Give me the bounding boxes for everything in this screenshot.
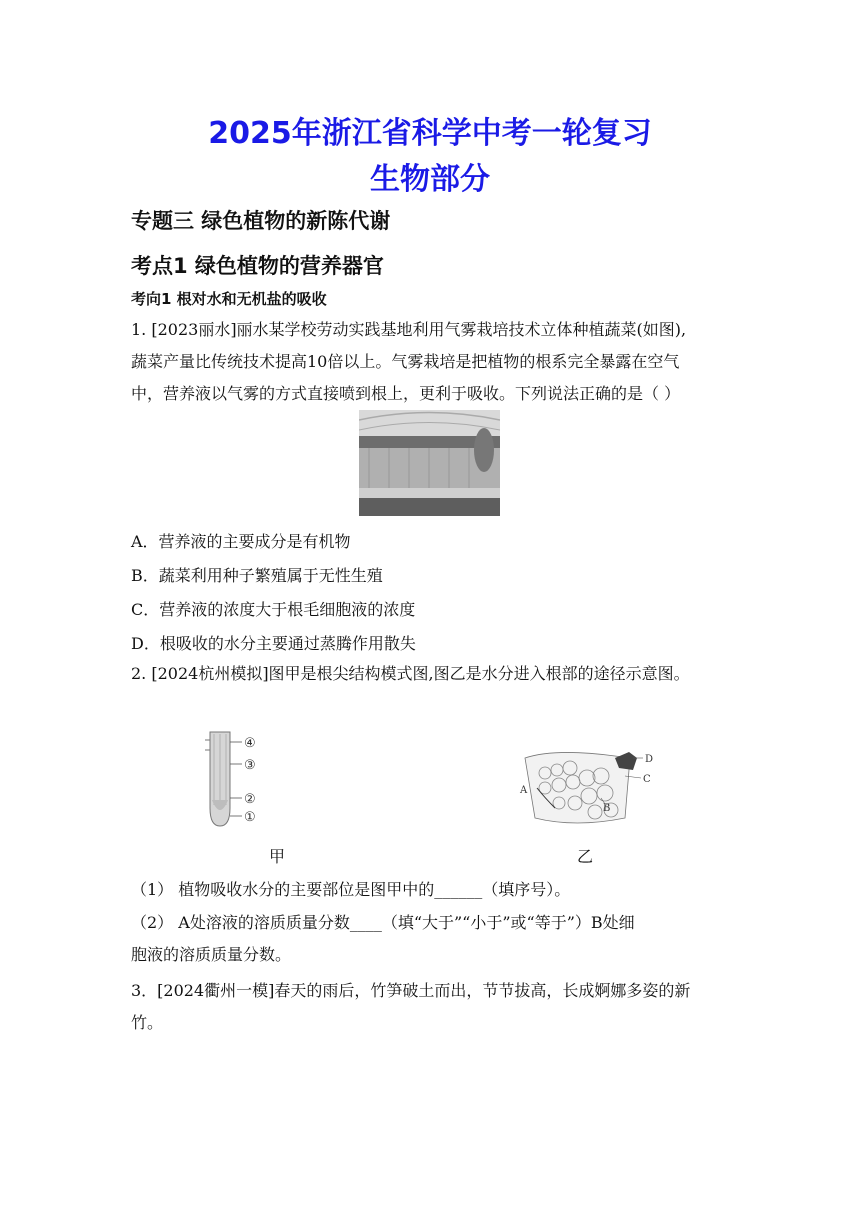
jia-label-3: ③ xyxy=(244,758,256,773)
caption-jia: 甲 xyxy=(269,847,286,866)
title-line-2: 生物部分 xyxy=(370,162,490,197)
caption-yi: 乙 xyxy=(577,847,594,866)
point-heading: 考点1 绿色植物的营养器官 xyxy=(131,254,384,278)
q2-sub2-line2: 胞液的溶质质量分数。 xyxy=(131,945,292,964)
q1-stem-line2: 蔬菜产量比传统技术提高10倍以上。气雾栽培是把植物的根系完全暴露在空气 xyxy=(131,352,680,371)
aeroponic-photo xyxy=(359,410,500,516)
yi-label-b: B xyxy=(603,803,611,814)
yi-label-c: C xyxy=(643,774,651,785)
jia-label-4: ④ xyxy=(244,736,256,751)
q1-stem-line3: 中，营养液以气雾的方式直接喷到根上，更利于吸收。下列说法正确的是（ ） xyxy=(131,384,681,403)
jia-label-1: ① xyxy=(244,810,256,825)
topic-heading: 专题三 绿色植物的新陈代谢 xyxy=(131,209,391,233)
water-pathway-figure xyxy=(515,748,660,828)
q1-option-c: C．营养液的浓度大于根毛细胞液的浓度 xyxy=(131,600,416,619)
yi-label-a: A xyxy=(520,785,528,796)
q3-stem-line2: 竹。 xyxy=(131,1013,164,1032)
q1-option-a: A．营养液的主要成分是有机物 xyxy=(131,532,351,551)
q1-option-d: D．根吸收的水分主要通过蒸腾作用散失 xyxy=(131,634,416,653)
q1-option-b: B．蔬菜利用种子繁殖属于无性生殖 xyxy=(131,566,383,585)
direction-heading: 考向1 根对水和无机盐的吸收 xyxy=(131,290,327,308)
root-tip-figure xyxy=(200,730,270,830)
q2-sub1: （1） 植物吸收水分的主要部位是图甲中的______（填序号）。 xyxy=(131,880,571,899)
jia-label-2: ② xyxy=(244,792,256,807)
q2-sub2-line1: （2） A处溶液的溶质质量分数____（填“大于”“小于”或“等于”）B处细 xyxy=(131,913,635,932)
q3-stem-line1: 3．[2024衢州一模]春天的雨后，竹笋破土而出，节节拔高，长成婀娜多姿的新 xyxy=(131,981,691,1000)
q2-stem: 2. [2024杭州模拟]图甲是根尖结构模式图,图乙是水分进入根部的途径示意图。 xyxy=(131,664,690,683)
title-line-1: 2025年浙江省科学中考一轮复习 xyxy=(208,116,652,151)
q1-stem-line1: 1. [2023丽水]丽水某学校劳动实践基地利用气雾栽培技术立体种植蔬菜(如图), xyxy=(131,320,687,339)
yi-label-d: D xyxy=(645,754,654,765)
